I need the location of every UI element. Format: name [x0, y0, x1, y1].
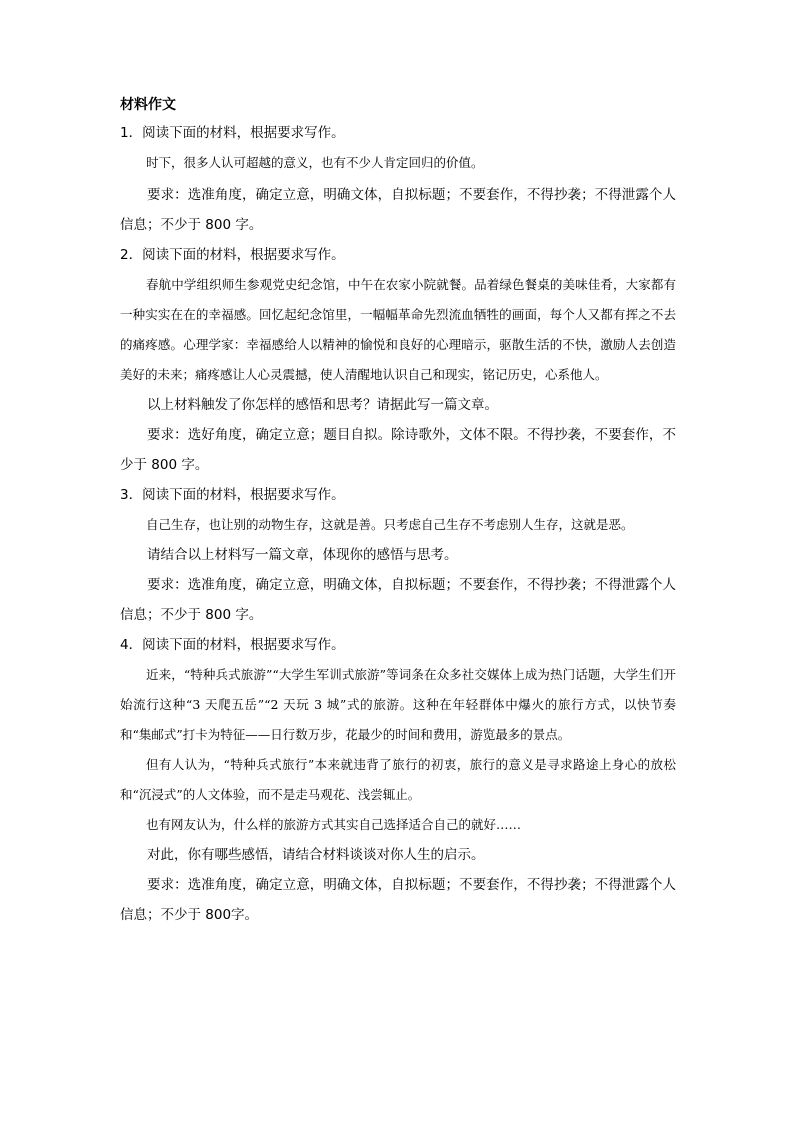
- question-4: [120, 630, 676, 930]
- material-paragraph: 但有人认为，“特种兵式旅行”本来就违背了旅行的初衷，旅行的意义是寻求路途上身心的放松和“沉浸式”的人文体验，而不是走马观花、浅尝辄止。: [120, 757, 676, 802]
- material-paragraph: 时下，很多人认可超越的意义，也有不少人肯定回归的价值。: [146, 155, 484, 170]
- question-3: [120, 480, 676, 630]
- writing-requirement: 要求：选准角度，确定立意，明确文体，自拟标题；不要套作，不得抄袭；不得泄露个人信息；不少于 800 字。: [120, 577, 676, 623]
- section-title: 材料作文: [120, 97, 176, 113]
- question-title: 4．阅读下面的材料，根据要求写作。: [120, 637, 345, 653]
- writing-requirement: 要求：选准角度，确定立意，明确文体，自拟标题；不要套作，不得抄袭；不得泄露个人信息；不少于 800字。: [120, 877, 676, 923]
- writing-requirement: 要求：选好角度，确定立意；题目自拟。除诗歌外，文体不限。不得抄袭，不要套作，不少于 800 字。: [120, 427, 676, 473]
- writing-prompt: 对此，你有哪些感悟，请结合材料谈谈对你人生的启示。: [147, 847, 485, 863]
- question-2: [120, 240, 676, 480]
- material-paragraph: 自己生存，也让别的动物生存，这就是善。只考虑自己生存不考虑别人生存，这就是恶。: [146, 517, 634, 532]
- question-1: [120, 118, 676, 240]
- writing-prompt: 以上材料触发了你怎样的感悟和思考？请据此写一篇文章。: [147, 397, 498, 413]
- material-paragraph: 也有网友认为，什么样的旅游方式其实自己选择适合自己的就好……: [146, 817, 522, 832]
- question-title: 1．阅读下面的材料，根据要求写作。: [120, 125, 345, 141]
- material-paragraph: 春航中学组织师生参观党史纪念馆，中午在农家小院就餐。品着绿色餐桌的美味佳肴，大家都有一种实实在在的幸福感。回忆起纪念馆里，一幅幅革命先烈流血牺牲的画面，每个人又都有挥之不去的痛疼感。心理学家：幸福感给人以精神的愉悦和良好的心理暗示，驱散生活的不快，激励人去创造美好的未来；痛疼感让人心灵震撼，使人清醒地认识自己和现实，铭记历史，心系他人。: [120, 277, 676, 382]
- question-title: 2．阅读下面的材料，根据要求写作。: [120, 247, 345, 263]
- material-paragraph: 近来，“特种兵式旅游”“大学生军训式旅游”等词条在众多社交媒体上成为热门话题，大学生们开始流行这种“3 天爬五岳”“2 天玩 3 城”式的旅游。这种在年轻群体中爆火的旅行方式，以快节奏和“集邮式”打卡为特征——日行数万步，花最少的时间和费用，游览最多的景点。: [120, 667, 676, 742]
- question-title: 3．阅读下面的材料，根据要求写作。: [120, 487, 345, 503]
- writing-prompt: 请结合以上材料写一篇文章，体现你的感悟与思考。: [147, 547, 458, 563]
- document-page: [120, 96, 676, 930]
- writing-requirement: 要求：选准角度，确定立意，明确文体，自拟标题；不要套作，不得抄袭；不得泄露个人信息；不少于 800 字。: [120, 187, 676, 233]
